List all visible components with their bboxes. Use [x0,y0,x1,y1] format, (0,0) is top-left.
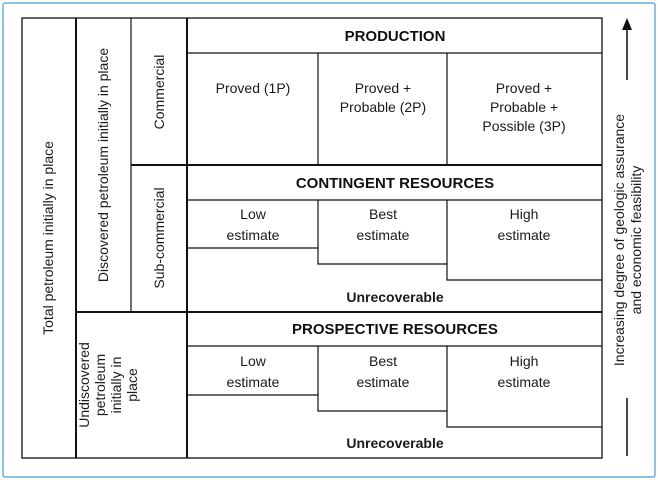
contingent-low-1: Low [240,206,266,222]
undiscovered-line-1: Undiscovered [76,342,92,428]
contingent-unrecoverable: Unrecoverable [346,289,444,305]
prospective-unrecoverable: Unrecoverable [346,435,444,451]
contingent-best-1: Best [368,206,398,222]
prospective-best-1: Best [368,353,398,369]
prospective-staircase [187,395,602,427]
prospective-header: PROSPECTIVE RESOURCES [292,321,498,338]
prospective-high-1: High [509,353,539,369]
sub-commercial-label: Sub-commercial [151,187,167,289]
assurance-line-1: Increasing degree of geologic assurance [611,113,627,367]
discovered-label: Discovered petroleum initially in place [95,47,111,283]
contingent-high-2: estimate [497,227,551,243]
commercial-label: Commercial [151,54,167,130]
prospective-best-2: estimate [356,374,410,390]
production-proved: Proved (1P) [215,80,291,96]
prospective-low-2: estimate [226,374,280,390]
contingent-high-1: High [509,206,539,222]
prospective-high-2: estimate [497,374,551,390]
production-probable-1: Proved + [354,80,412,96]
production-possible-3: Possible (3P) [482,118,566,134]
undiscovered-label [76,342,140,428]
total-petroleum-label: Total petroleum initially in place [40,141,56,335]
undiscovered-line-4: place [124,368,140,402]
prospective-low-1: Low [240,353,266,369]
arrow-head [622,18,632,30]
contingent-low-2: estimate [226,227,280,243]
production-probable-2: Probable (2P) [339,99,427,115]
contingent-header: CONTINGENT RESOURCES [295,175,495,192]
contingent-staircase [187,248,602,280]
undiscovered-line-2: petroleum [92,353,108,417]
assurance-axis-label [611,114,644,366]
production-header: PRODUCTION [344,28,446,45]
production-possible-2: Probable + [489,99,559,115]
production-possible-1: Proved + [495,80,553,96]
assurance-line-2: and economic feasibility [628,165,644,315]
contingent-best-2: estimate [356,227,410,243]
undiscovered-line-3: initially in [108,356,124,414]
